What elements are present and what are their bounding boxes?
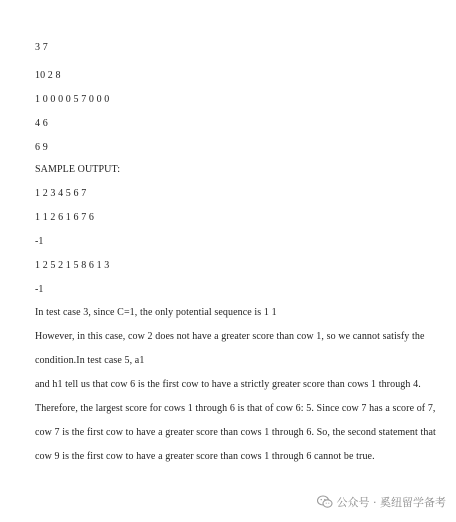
watermark: [317, 494, 447, 510]
text-line: 10 2 8: [35, 70, 61, 81]
text-line: 1 1 2 6 1 6 7 6: [35, 212, 94, 223]
text-line: 1 0 0 0 0 5 7 0 0 0: [35, 94, 110, 105]
text-line: 6 9: [35, 142, 48, 153]
text-line: -1: [35, 236, 44, 247]
text-line: cow 7 is the first cow to have a greater score than cows 1 through 6. So, the second statement that: [35, 427, 436, 438]
text-line: 4 6: [35, 118, 48, 129]
watermark-text: 公众号 · 奚纽留学备考: [336, 496, 446, 509]
wechat-icon: [317, 495, 333, 509]
text-line: 1 2 3 4 5 6 7: [35, 188, 87, 199]
sample-output-heading: SAMPLE OUTPUT:: [35, 164, 121, 175]
text-line: 3 7: [35, 42, 48, 53]
text-line: However, in this case, cow 2 does not have a greater score than cow 1, so we cannot satisfy the: [35, 331, 425, 342]
text-line: and h1 tell us that cow 6 is the first cow to have a strictly greater score than cows 1 through 4.: [35, 379, 421, 390]
text-line: 1 2 5 2 1 5 8 6 1 3: [35, 260, 110, 271]
text-line: In test case 3, since C=1, the only potential sequence is 1 1: [35, 307, 277, 318]
text-line: condition.In test case 5, a1: [35, 355, 145, 366]
text-line: cow 9 is the first cow to have a greater score than cows 1 through 6 cannot be true.: [35, 451, 375, 462]
text-line: Therefore, the largest score for cows 1 through 6 is that of cow 6: 5. Since cow 7 has a score of 7,: [35, 403, 436, 414]
text-line: -1: [35, 284, 44, 295]
